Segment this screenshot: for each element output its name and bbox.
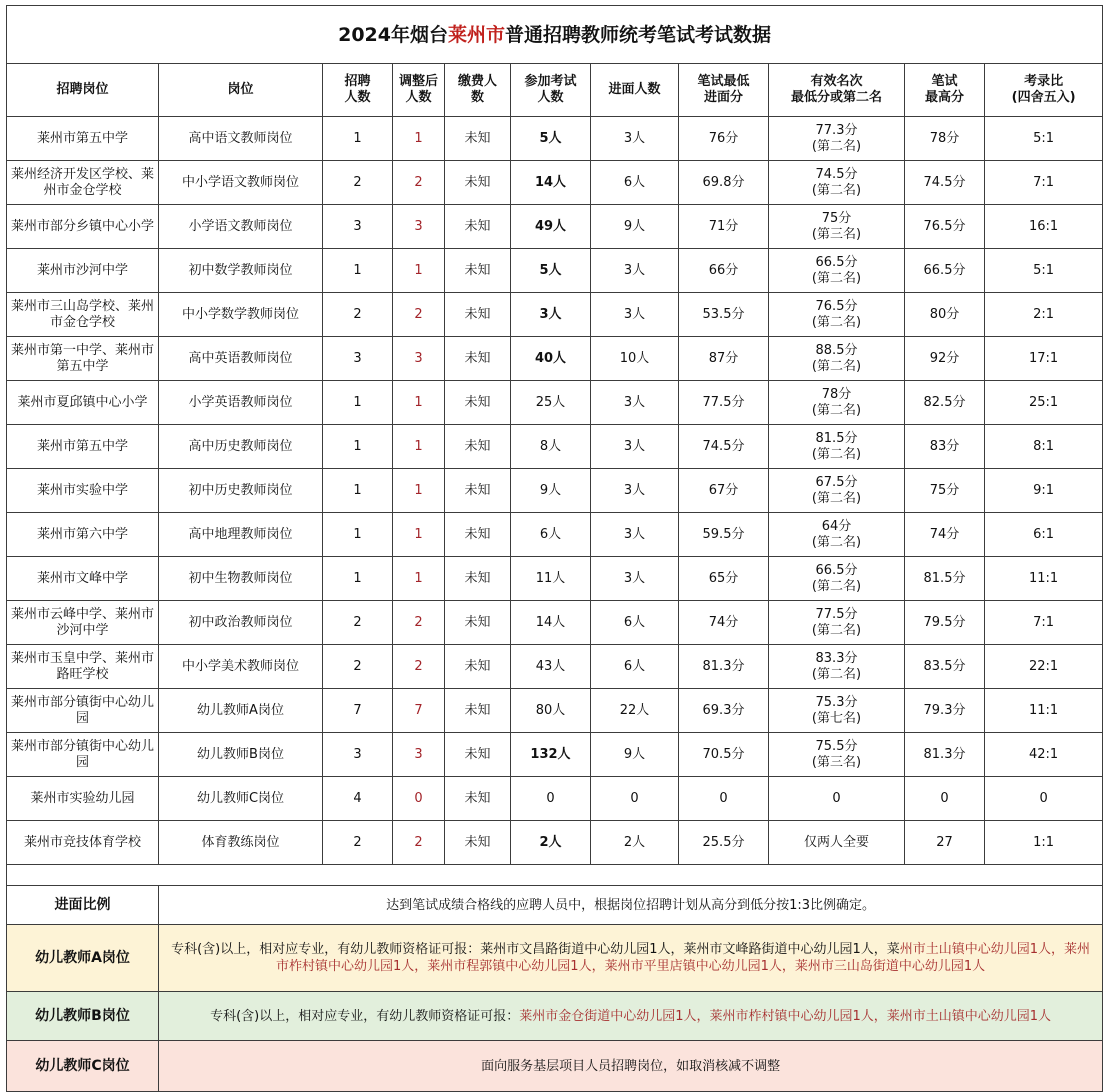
hire-cell: 7 [323,689,393,733]
table-row [7,425,1103,469]
exam-cell: 8人 [511,425,591,469]
table-row [7,161,1103,205]
min-score-cell: 25.5分 [679,821,769,865]
paid-cell: 未知 [445,513,511,557]
adjusted-cell: 2 [393,821,445,865]
interview-cell: 3人 [591,557,679,601]
interview-cell: 3人 [591,293,679,337]
adjusted-cell: 3 [393,337,445,381]
position-cell: 小学语文教师岗位 [159,205,323,249]
hire-cell: 2 [323,821,393,865]
ratio-cell: 2:1 [985,293,1103,337]
ratio-cell: 17:1 [985,337,1103,381]
min-score-cell: 67分 [679,469,769,513]
min-score-cell: 87分 [679,337,769,381]
exam-cell: 5人 [511,249,591,293]
position-cell: 初中数学教师岗位 [159,249,323,293]
table-row [7,293,1103,337]
max-score-cell: 81.3分 [905,733,985,777]
ratio-cell: 7:1 [985,161,1103,205]
unit-cell: 莱州市部分镇街中心幼儿园 [7,733,159,777]
ratio-cell: 42:1 [985,733,1103,777]
hire-cell: 3 [323,205,393,249]
min-score-cell: 0 [679,777,769,821]
min-score-cell: 59.5分 [679,513,769,557]
rank-cell: 81.5分 (第二名) [769,425,905,469]
paid-cell: 未知 [445,733,511,777]
position-cell: 中小学语文教师岗位 [159,161,323,205]
table-row [7,469,1103,513]
max-score-cell: 79.3分 [905,689,985,733]
exam-data-sheet [6,5,1100,1092]
spacer-row [7,865,1103,886]
interview-cell: 10人 [591,337,679,381]
adjusted-cell: 2 [393,293,445,337]
position-cell: 体育教练岗位 [159,821,323,865]
position-cell: 初中生物教师岗位 [159,557,323,601]
rank-cell: 77.3分 (第二名) [769,117,905,161]
hire-cell: 3 [323,733,393,777]
exam-data-table [6,5,1103,1092]
rank-cell: 67.5分 (第二名) [769,469,905,513]
interview-cell: 3人 [591,117,679,161]
rank-cell: 76.5分 (第二名) [769,293,905,337]
hire-cell: 1 [323,381,393,425]
note-label: 进面比例 [7,886,159,925]
exam-cell: 40人 [511,337,591,381]
hire-cell: 1 [323,557,393,601]
rank-cell: 75.3分 (第七名) [769,689,905,733]
rank-cell: 75.5分 (第三名) [769,733,905,777]
interview-cell: 3人 [591,469,679,513]
adjusted-cell: 1 [393,557,445,601]
interview-cell: 9人 [591,733,679,777]
ratio-cell: 7:1 [985,601,1103,645]
table-row [7,821,1103,865]
exam-cell: 2人 [511,821,591,865]
adjusted-cell: 2 [393,161,445,205]
paid-cell: 未知 [445,469,511,513]
paid-cell: 未知 [445,645,511,689]
hire-cell: 2 [323,161,393,205]
paid-cell: 未知 [445,777,511,821]
rank-cell: 83.3分 (第二名) [769,645,905,689]
header-post-unit: 招聘岗位 [7,64,159,117]
position-cell: 中小学美术教师岗位 [159,645,323,689]
note-label: 幼儿教师C岗位 [7,1041,159,1092]
hire-cell: 2 [323,601,393,645]
unit-cell: 莱州市云峰中学、莱州市沙河中学 [7,601,159,645]
adjusted-cell: 1 [393,249,445,293]
min-score-cell: 66分 [679,249,769,293]
ratio-cell: 9:1 [985,469,1103,513]
exam-cell: 14人 [511,161,591,205]
unit-cell: 莱州市第五中学 [7,425,159,469]
adjusted-cell: 7 [393,689,445,733]
exam-cell: 5人 [511,117,591,161]
position-cell: 高中历史教师岗位 [159,425,323,469]
exam-cell: 0 [511,777,591,821]
note-post-c [7,1041,1103,1092]
table-row [7,337,1103,381]
interview-cell: 6人 [591,601,679,645]
unit-cell: 莱州市第六中学 [7,513,159,557]
max-score-cell: 75分 [905,469,985,513]
hire-cell: 3 [323,337,393,381]
adjusted-cell: 3 [393,733,445,777]
table-row [7,513,1103,557]
adjusted-cell: 1 [393,425,445,469]
interview-cell: 3人 [591,425,679,469]
note-label: 幼儿教师B岗位 [7,992,159,1041]
ratio-cell: 8:1 [985,425,1103,469]
max-score-cell: 27 [905,821,985,865]
ratio-cell: 6:1 [985,513,1103,557]
paid-cell: 未知 [445,689,511,733]
interview-cell: 3人 [591,249,679,293]
unit-cell: 莱州市三山岛学校、莱州市金仓学校 [7,293,159,337]
min-score-cell: 69.8分 [679,161,769,205]
paid-cell: 未知 [445,601,511,645]
ratio-cell: 11:1 [985,557,1103,601]
note-text: 专科(含)以上，相对应专业，有幼儿教师资格证可报：莱州市金仓街道中心幼儿园1人，莱州市柞村镇中心幼儿园1人，莱州市土山镇中心幼儿园1人 [159,992,1103,1041]
unit-cell: 莱州市第一中学、莱州市第五中学 [7,337,159,381]
exam-cell: 49人 [511,205,591,249]
min-score-cell: 74分 [679,601,769,645]
position-cell: 幼儿教师B岗位 [159,733,323,777]
min-score-cell: 77.5分 [679,381,769,425]
hire-cell: 1 [323,249,393,293]
min-score-cell: 65分 [679,557,769,601]
unit-cell: 莱州市玉皇中学、莱州市路旺学校 [7,645,159,689]
position-cell: 初中历史教师岗位 [159,469,323,513]
note-text: 专科(含)以上，相对应专业，有幼儿教师资格证可报：莱州市文昌路街道中心幼儿园1人，莱州市文峰路街道中心幼儿园1人，菜州市土山镇中心幼儿园1人，莱州市柞村镇中心幼儿园1人，莱州市程郭镇中心幼儿园1人，莱州市平里店镇中心幼儿园1人，莱州市三山岛街道中心幼儿园1人 [159,925,1103,992]
min-score-cell: 81.3分 [679,645,769,689]
adjusted-cell: 0 [393,777,445,821]
interview-cell: 9人 [591,205,679,249]
unit-cell: 莱州市第五中学 [7,117,159,161]
note-interview-ratio [7,886,1103,925]
table-row [7,249,1103,293]
position-cell: 小学英语教师岗位 [159,381,323,425]
adjusted-cell: 1 [393,381,445,425]
paid-cell: 未知 [445,821,511,865]
max-score-cell: 81.5分 [905,557,985,601]
interview-cell: 2人 [591,821,679,865]
rank-cell: 74.5分 (第二名) [769,161,905,205]
max-score-cell: 66.5分 [905,249,985,293]
exam-cell: 43人 [511,645,591,689]
adjusted-cell: 2 [393,601,445,645]
rank-cell: 66.5分 (第二名) [769,249,905,293]
unit-cell: 莱州市实验幼儿园 [7,777,159,821]
rank-cell: 仅两人全要 [769,821,905,865]
hire-cell: 1 [323,117,393,161]
header-row [7,64,1103,117]
adjusted-cell: 1 [393,117,445,161]
max-score-cell: 74.5分 [905,161,985,205]
rank-cell: 88.5分 (第二名) [769,337,905,381]
note-post-b [7,992,1103,1041]
max-score-cell: 80分 [905,293,985,337]
position-cell: 高中英语教师岗位 [159,337,323,381]
exam-cell: 3人 [511,293,591,337]
table-row [7,689,1103,733]
table-row [7,205,1103,249]
interview-cell: 6人 [591,161,679,205]
interview-cell: 0 [591,777,679,821]
paid-cell: 未知 [445,425,511,469]
rank-cell: 78分 (第二名) [769,381,905,425]
note-text: 面向服务基层项目人员招聘岗位，如取消核减不调整 [159,1041,1103,1092]
max-score-cell: 92分 [905,337,985,381]
exam-cell: 6人 [511,513,591,557]
unit-cell: 莱州市实验中学 [7,469,159,513]
max-score-cell: 78分 [905,117,985,161]
header-min-score: 笔试最低 进面分 [679,64,769,117]
hire-cell: 1 [323,425,393,469]
exam-cell: 14人 [511,601,591,645]
max-score-cell: 82.5分 [905,381,985,425]
header-valid-rank: 有效名次 最低分或第二名 [769,64,905,117]
hire-cell: 2 [323,645,393,689]
rank-cell: 77.5分 (第二名) [769,601,905,645]
header-position: 岗位 [159,64,323,117]
hire-cell: 2 [323,293,393,337]
unit-cell: 莱州市部分镇街中心幼儿园 [7,689,159,733]
rank-cell: 75分 (第三名) [769,205,905,249]
rank-cell: 64分 (第二名) [769,513,905,557]
ratio-cell: 0 [985,777,1103,821]
ratio-cell: 5:1 [985,249,1103,293]
position-cell: 初中政治教师岗位 [159,601,323,645]
hire-cell: 1 [323,513,393,557]
header-ratio: 考录比 (四舍五入) [985,64,1103,117]
ratio-cell: 22:1 [985,645,1103,689]
max-score-cell: 74分 [905,513,985,557]
position-cell: 高中语文教师岗位 [159,117,323,161]
paid-cell: 未知 [445,557,511,601]
paid-cell: 未知 [445,205,511,249]
position-cell: 幼儿教师A岗位 [159,689,323,733]
unit-cell: 莱州市沙河中学 [7,249,159,293]
exam-cell: 80人 [511,689,591,733]
adjusted-cell: 2 [393,645,445,689]
header-interview-count: 进面人数 [591,64,679,117]
interview-cell: 3人 [591,381,679,425]
exam-cell: 25人 [511,381,591,425]
header-max-score: 笔试 最高分 [905,64,985,117]
max-score-cell: 83分 [905,425,985,469]
unit-cell: 莱州市部分乡镇中心小学 [7,205,159,249]
adjusted-cell: 1 [393,513,445,557]
ratio-cell: 25:1 [985,381,1103,425]
adjusted-cell: 3 [393,205,445,249]
max-score-cell: 83.5分 [905,645,985,689]
position-cell: 高中地理教师岗位 [159,513,323,557]
exam-cell: 132人 [511,733,591,777]
max-score-cell: 79.5分 [905,601,985,645]
adjusted-cell: 1 [393,469,445,513]
ratio-cell: 5:1 [985,117,1103,161]
note-text: 达到笔试成绩合格线的应聘人员中，根据岗位招聘计划从高分到低分按1:3比例确定。 [159,886,1103,925]
header-adjusted-count: 调整后 人数 [393,64,445,117]
interview-cell: 3人 [591,513,679,557]
paid-cell: 未知 [445,161,511,205]
unit-cell: 莱州经济开发区学校、莱州市金仓学校 [7,161,159,205]
header-hire-count: 招聘 人数 [323,64,393,117]
note-label: 幼儿教师A岗位 [7,925,159,992]
paid-cell: 未知 [445,249,511,293]
ratio-cell: 1:1 [985,821,1103,865]
min-score-cell: 76分 [679,117,769,161]
hire-cell: 1 [323,469,393,513]
position-cell: 幼儿教师C岗位 [159,777,323,821]
rank-cell: 66.5分 (第二名) [769,557,905,601]
exam-cell: 11人 [511,557,591,601]
table-row [7,557,1103,601]
hire-cell: 4 [323,777,393,821]
header-paid-count: 缴费人 数 [445,64,511,117]
unit-cell: 莱州市文峰中学 [7,557,159,601]
table-row [7,601,1103,645]
paid-cell: 未知 [445,381,511,425]
note-post-a [7,925,1103,992]
table-row [7,777,1103,821]
rank-cell: 0 [769,777,905,821]
header-exam-count: 参加考试 人数 [511,64,591,117]
page-title: 2024年烟台莱州市普通招聘教师统考笔试考试数据 [7,6,1103,64]
unit-cell: 莱州市夏邱镇中心小学 [7,381,159,425]
min-score-cell: 74.5分 [679,425,769,469]
paid-cell: 未知 [445,293,511,337]
interview-cell: 22人 [591,689,679,733]
min-score-cell: 70.5分 [679,733,769,777]
max-score-cell: 76.5分 [905,205,985,249]
paid-cell: 未知 [445,117,511,161]
unit-cell: 莱州市竞技体育学校 [7,821,159,865]
min-score-cell: 53.5分 [679,293,769,337]
exam-cell: 9人 [511,469,591,513]
paid-cell: 未知 [445,337,511,381]
min-score-cell: 69.3分 [679,689,769,733]
table-row [7,381,1103,425]
ratio-cell: 16:1 [985,205,1103,249]
table-row [7,733,1103,777]
position-cell: 中小学数学教师岗位 [159,293,323,337]
max-score-cell: 0 [905,777,985,821]
min-score-cell: 71分 [679,205,769,249]
table-row [7,117,1103,161]
ratio-cell: 11:1 [985,689,1103,733]
table-row [7,645,1103,689]
interview-cell: 6人 [591,645,679,689]
